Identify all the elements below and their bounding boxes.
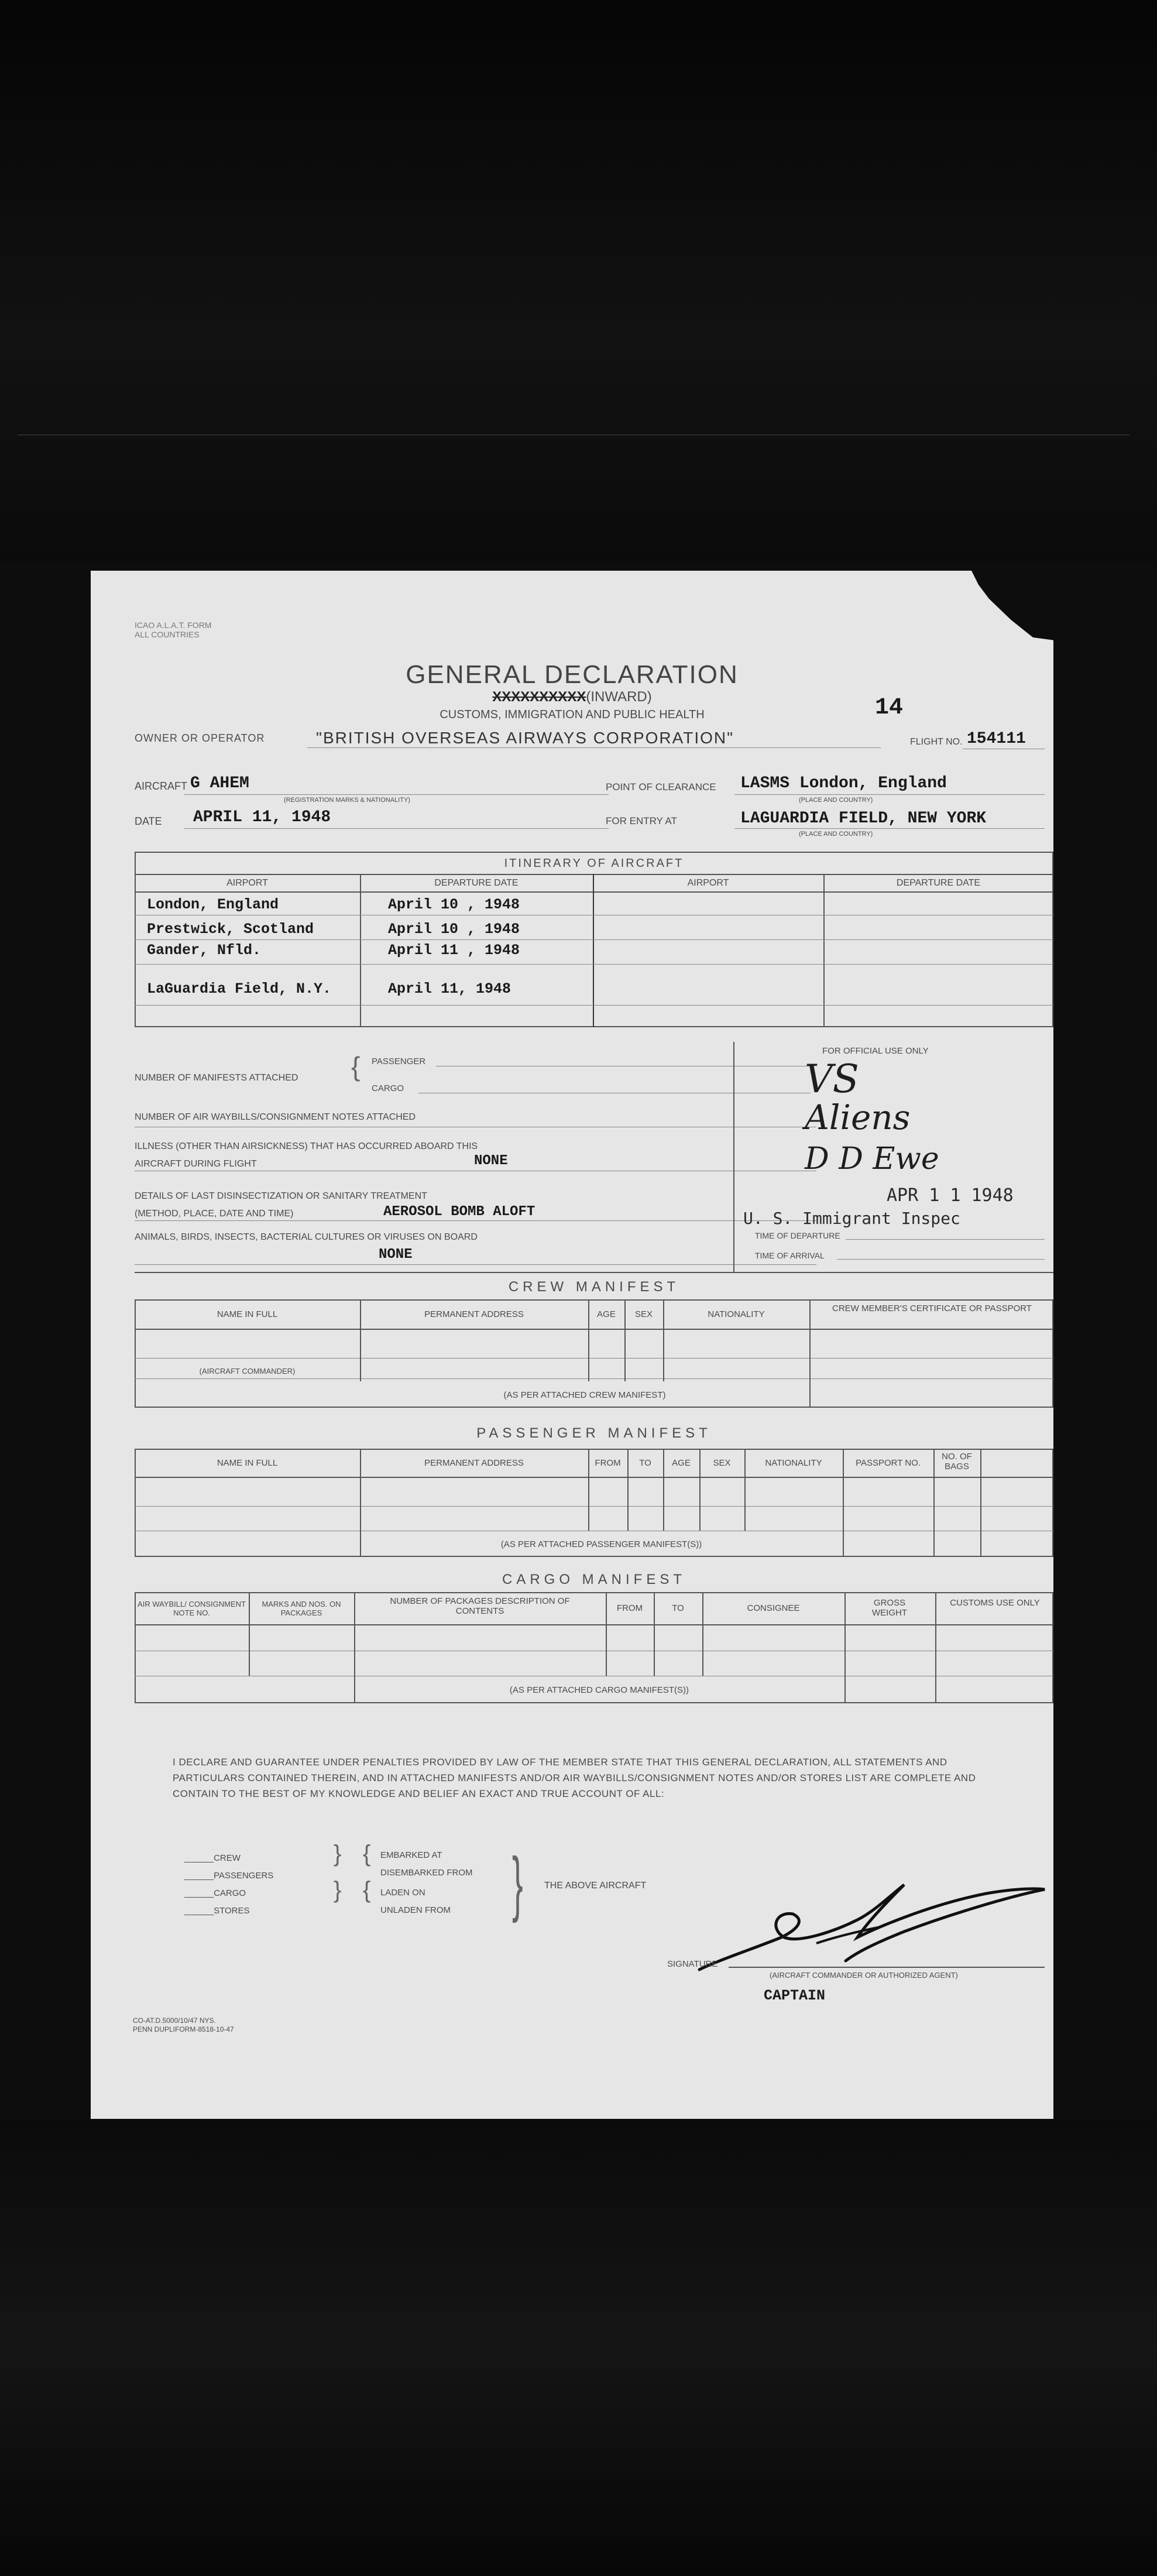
registration-sublabel: (REGISTRATION MARKS & NATIONALITY) xyxy=(284,797,410,804)
passenger-manifest-title: PASSENGER MANIFEST xyxy=(476,1425,712,1441)
decl-brace-3: { xyxy=(363,1841,371,1867)
handwritten-vs: VS xyxy=(805,1057,859,1102)
cargo-col-to: TO xyxy=(672,1603,684,1613)
owner-underline xyxy=(307,747,881,748)
microfilm-border-bottom xyxy=(0,2119,1157,2576)
itinerary-col-departure-2: DEPARTURE DATE xyxy=(896,878,981,888)
microfilm-border-top xyxy=(0,0,1157,562)
authorities-line: CUSTOMS, IMMIGRATION AND PUBLIC HEALTH xyxy=(440,708,705,721)
aircraft-commander-row: (AIRCRAFT COMMANDER) xyxy=(199,1367,296,1376)
clearance-label: POINT OF CLEARANCE xyxy=(606,781,716,793)
decl-brace-1: } xyxy=(334,1841,342,1867)
passenger-col-passport: PASSPORT NO. xyxy=(856,1458,921,1468)
passenger-col-to: TO xyxy=(639,1458,651,1468)
decl-stores: ______STORES xyxy=(184,1906,250,1916)
disinsect-label-2: (METHOD, PLACE, DATE AND TIME) xyxy=(135,1209,294,1219)
crew-col-address: PERMANENT ADDRESS xyxy=(424,1309,524,1319)
flight-number: 154111 xyxy=(967,730,1026,748)
decl-crew: ______CREW xyxy=(184,1853,241,1863)
entry-underline xyxy=(734,828,1045,829)
general-declaration-form xyxy=(91,571,1053,2119)
itinerary-col-airport: AIRPORT xyxy=(226,878,268,888)
decl-brace-4: { xyxy=(363,1877,371,1903)
owner-label: OWNER OR OPERATOR xyxy=(135,732,265,744)
illness-label-2: AIRCRAFT DURING FLIGHT xyxy=(135,1159,257,1169)
date-underline xyxy=(184,828,609,829)
manifests-brace: { xyxy=(351,1051,361,1082)
entry-label: FOR ENTRY AT xyxy=(606,815,677,826)
signature-label: SIGNATURE xyxy=(667,1959,718,1969)
passenger-col-name: NAME IN FULL xyxy=(217,1458,278,1468)
cargo-col-customs: CUSTOMS USE ONLY xyxy=(950,1598,1040,1608)
passenger-col-nationality: NATIONALITY xyxy=(765,1458,822,1468)
passenger-col-address: PERMANENT ADDRESS xyxy=(424,1458,524,1468)
itinerary-row-date: April 10 , 1948 xyxy=(388,896,520,913)
animals-label: ANIMALS, BIRDS, INSECTS, BACTERIAL CULTURES OR VIRUSES ON BOARD xyxy=(135,1232,478,1242)
cargo-manifest-title: CARGO MANIFEST xyxy=(502,1572,686,1587)
crew-col-sex: SEX xyxy=(634,1309,653,1319)
cargo-col-from: FROM xyxy=(616,1603,643,1613)
passenger-attached-note: (AS PER ATTACHED PASSENGER MANIFEST(S)) xyxy=(500,1539,702,1549)
time-of-departure-label: TIME OF DEPARTURE xyxy=(755,1231,840,1240)
crew-col-nationality: NATIONALITY xyxy=(708,1309,765,1319)
commander-sublabel: (AIRCRAFT COMMANDER OR AUTHORIZED AGENT) xyxy=(770,1971,958,1980)
declaration-text: I DECLARE AND GUARANTEE UNDER PENALTIES PROVIDED BY LAW OF THE MEMBER STATE THAT THIS GENERAL DECLARATION, ALL STATEMENTS AND PARTICULARS CONTAINED THEREIN, AND IN ATTACHED MANIFESTS AND/OR AIR WAYBILLS/CONSIGNMENT NOTES AND/OR STORES LIST ARE COMPLETE AND CONTAIN TO THE BEST OF MY KNOWLEDGE AND BELIEF AN EXACT AND TRUE ACCOUNT OF ALL: xyxy=(173,1757,976,1799)
cargo-col-waybill: AIR WAYBILL/ CONSIGNMENT NOTE NO. xyxy=(138,1600,246,1617)
entry-place-sublabel: (PLACE AND COUNTRY) xyxy=(799,831,873,838)
cargo-col-marks: MARKS AND NOS. ON PACKAGES xyxy=(262,1600,341,1617)
form-subtitle xyxy=(91,689,1053,705)
handwritten-aliens: Aliens xyxy=(805,1097,911,1137)
itinerary-col-departure: DEPARTURE DATE xyxy=(434,878,519,888)
owner-value: "BRITISH OVERSEAS AIRWAYS CORPORATION" xyxy=(316,729,734,747)
form-number: 14 xyxy=(875,695,904,721)
manifests-passenger: PASSENGER xyxy=(372,1057,426,1066)
itinerary-col-airport-2: AIRPORT xyxy=(687,878,729,888)
date-value: APRIL 11, 1948 xyxy=(193,808,331,826)
decl-actions: EMBARKED AT DISEMBARKED FROM LADEN ON UNLADEN FROM xyxy=(380,1850,473,1915)
entry-value: LAGUARDIA FIELD, NEW YORK xyxy=(740,809,987,828)
date-label: DATE xyxy=(135,815,162,827)
decl-brace-2: } xyxy=(334,1877,342,1903)
itinerary-title: ITINERARY OF AIRCRAFT xyxy=(504,857,684,870)
aircraft-underline xyxy=(184,794,609,795)
film-scratch xyxy=(18,434,1129,435)
cargo-attached-note: (AS PER ATTACHED CARGO MANIFEST(S)) xyxy=(509,1685,689,1695)
aircraft-label: AIRCRAFT xyxy=(135,780,187,792)
form-reference: ICAO A.L.A.T. FORM ALL COUNTRIES xyxy=(135,620,212,639)
itinerary-row-airport: Gander, Nfld. xyxy=(147,942,262,959)
inward-label: (INWARD) xyxy=(586,689,652,705)
manifests-label: NUMBER OF MANIFESTS ATTACHED xyxy=(135,1073,298,1083)
passenger-col-from: FROM xyxy=(595,1458,621,1468)
clearance-underline xyxy=(734,794,1045,795)
illness-value: NONE xyxy=(474,1153,508,1169)
decl-passengers: ______PASSENGERS xyxy=(184,1871,274,1881)
waybills-label: NUMBER OF AIR WAYBILLS/CONSIGNMENT NOTES ATTACHED xyxy=(135,1112,416,1122)
itinerary-row-date: April 10 , 1948 xyxy=(388,921,520,938)
official-use-title: FOR OFFICIAL USE ONLY xyxy=(822,1046,929,1056)
captain-title: CAPTAIN xyxy=(764,1987,826,2004)
manifests-cargo: CARGO xyxy=(372,1083,404,1093)
disinsect-label: DETAILS OF LAST DISINSECTIZATION OR SANITARY TREATMENT xyxy=(135,1191,427,1201)
struck-outward: XXXXXXXXXX xyxy=(492,689,586,705)
inspector-initials: D D Ewe xyxy=(805,1141,939,1176)
declaration-categories xyxy=(184,1850,273,1920)
cargo-col-packages: NUMBER OF PACKAGES DESCRIPTION OF CONTENTS xyxy=(390,1596,570,1616)
crew-col-name: NAME IN FULL xyxy=(217,1309,278,1319)
form-footer: CO-AT.D.5000/10/47 NYS. PENN DUPLIFORM-8518-10-47 xyxy=(133,2016,234,2033)
illness-label: ILLNESS (OTHER THAN AIRSICKNESS) THAT HAS OCCURRED ABOARD THIS xyxy=(135,1141,478,1151)
immigrant-inspector-stamp: U. S. Immigrant Inspec xyxy=(743,1209,960,1228)
crew-col-age: AGE xyxy=(597,1309,616,1319)
aircraft-value: G AHEM xyxy=(190,774,249,793)
passenger-col-age: AGE xyxy=(672,1458,691,1468)
itinerary-row-airport: LaGuardia Field, N.Y. xyxy=(147,980,332,997)
animals-value: NONE xyxy=(379,1247,413,1263)
stamp-date: APR 1 1 1948 xyxy=(887,1185,1014,1206)
flight-label: FLIGHT NO. xyxy=(910,737,963,747)
disinsect-value: AEROSOL BOMB ALOFT xyxy=(383,1204,535,1220)
clearance-value: LASMS London, England xyxy=(740,774,947,793)
decl-above-aircraft: THE ABOVE AIRCRAFT xyxy=(544,1881,647,1891)
itinerary-row-airport: Prestwick, Scotland xyxy=(147,921,314,938)
passenger-col-sex: SEX xyxy=(713,1458,731,1468)
itinerary-row-date: April 11, 1948 xyxy=(388,980,511,997)
itinerary-row-airport: London, England xyxy=(147,896,279,913)
clearance-place-sublabel: (PLACE AND COUNTRY) xyxy=(799,797,873,804)
itinerary-row-date: April 11 , 1948 xyxy=(388,942,520,959)
crew-manifest-title: CREW MANIFEST xyxy=(508,1279,680,1295)
cargo-col-consignee: CONSIGNEE xyxy=(747,1603,800,1613)
crew-attached-note: (AS PER ATTACHED CREW MANIFEST) xyxy=(503,1390,666,1400)
cargo-col-weight: GROSS WEIGHT xyxy=(872,1598,907,1618)
decl-big-brace: } xyxy=(512,1842,523,1923)
crew-col-certificate: CREW MEMBER'S CERTIFICATE OR PASSPORT xyxy=(832,1304,1032,1313)
passenger-col-bags: NO. OF BAGS xyxy=(942,1452,972,1471)
form-title: GENERAL DECLARATION xyxy=(406,660,739,689)
time-of-arrival-label: TIME OF ARRIVAL xyxy=(755,1251,825,1260)
decl-cargo: ______CARGO xyxy=(184,1888,246,1898)
